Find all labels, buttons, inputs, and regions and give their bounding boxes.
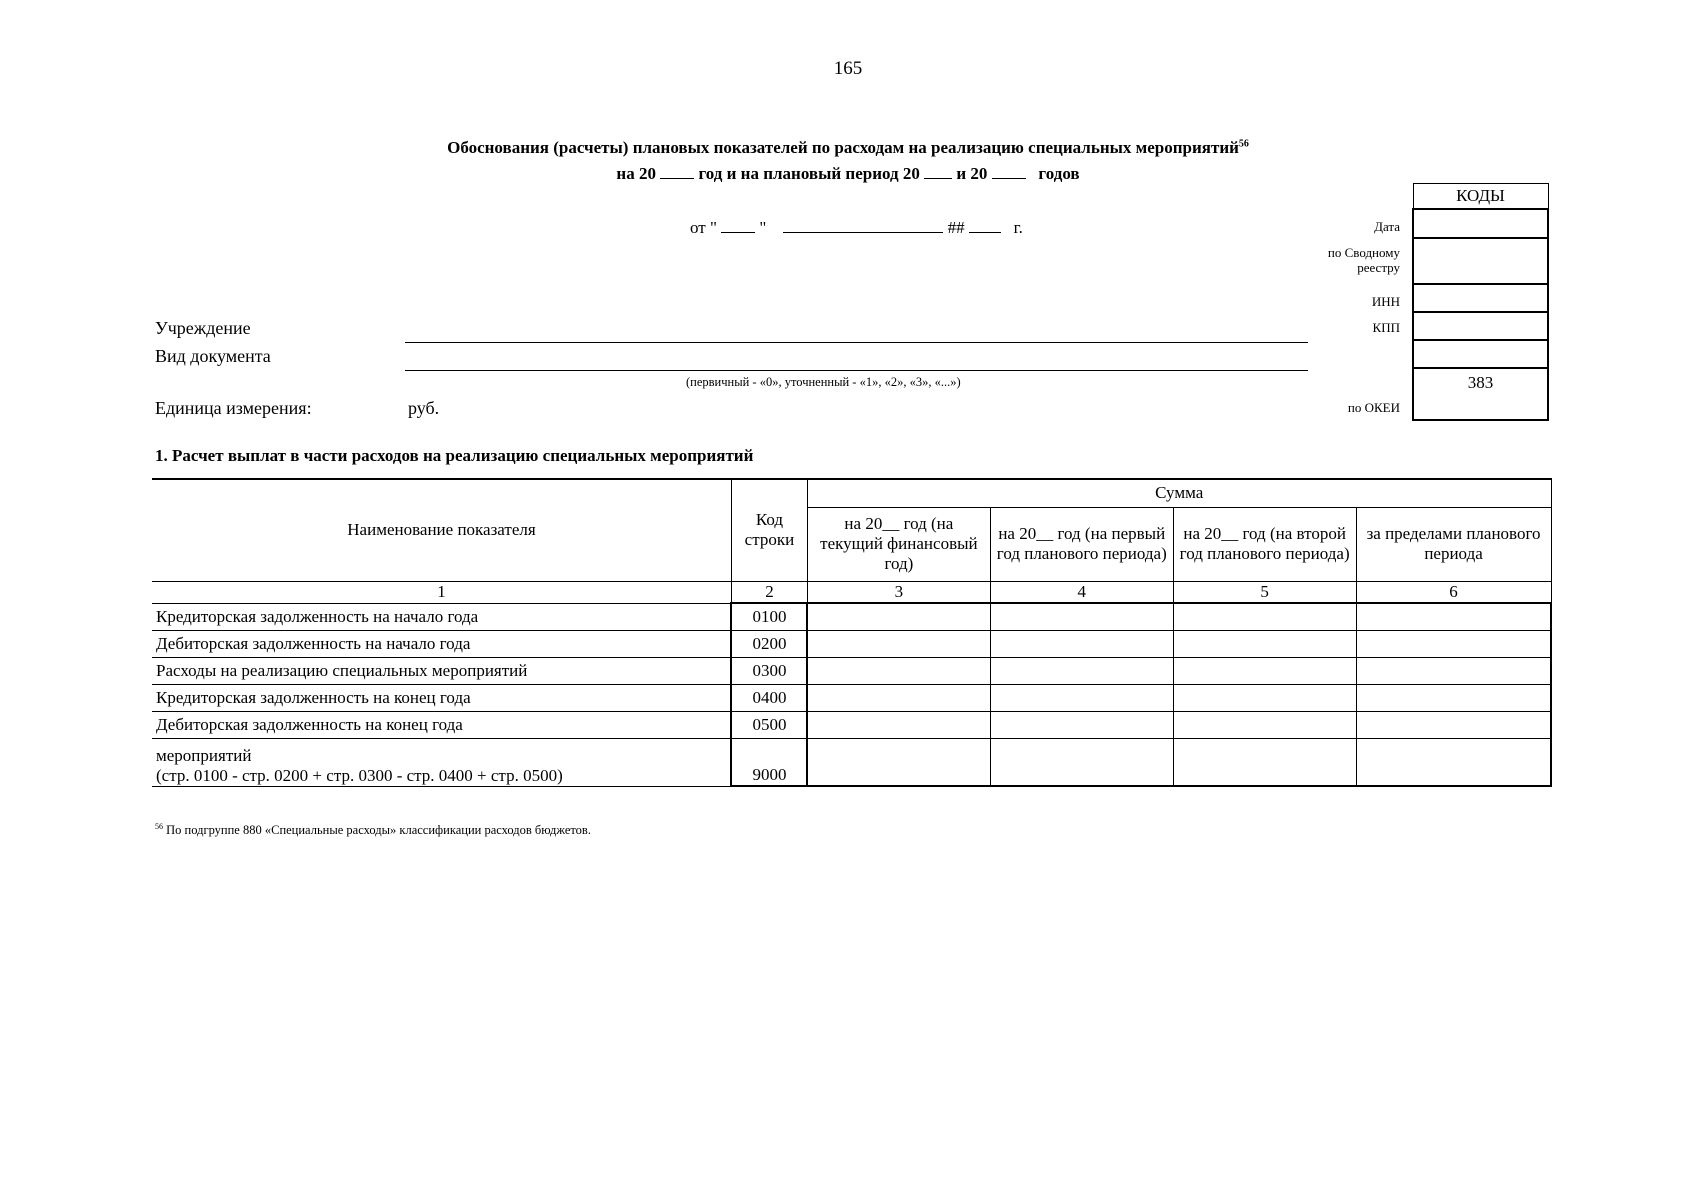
unit-label: Единица измерения: xyxy=(155,398,312,418)
column-number: 2 xyxy=(731,581,807,603)
header-current-year: на 20__ год (на текущий финансовый год) xyxy=(807,507,990,581)
plan-year2-blank[interactable] xyxy=(992,162,1026,179)
footnote-text: По подгруппе 880 «Специальные расходы» классификации расходов бюджетов. xyxy=(166,823,591,838)
footnote-reference: 56 xyxy=(1238,138,1249,150)
unit-value: руб. xyxy=(408,398,440,418)
row-name: Дебиторская задолженность на конец года xyxy=(152,711,731,738)
amount-cell[interactable] xyxy=(1356,630,1551,657)
code-date-cell[interactable] xyxy=(1413,209,1548,238)
codes-header: КОДЫ xyxy=(1413,184,1548,210)
amount-cell[interactable] xyxy=(990,630,1173,657)
doc-type-field[interactable] xyxy=(405,370,1308,371)
period-prefix: на 20 xyxy=(616,164,656,183)
payments-table xyxy=(152,478,1552,787)
amount-cell[interactable] xyxy=(1356,684,1551,711)
period-middle: год и на плановый период 20 xyxy=(698,164,920,183)
date-day-blank[interactable] xyxy=(721,216,755,233)
period-suffix: годов xyxy=(1038,164,1080,183)
date-suffix: г. xyxy=(1013,218,1023,237)
section-title: 1. Расчет выплат в части расходов на реализацию специальных мероприятий xyxy=(155,446,754,465)
doc-type-label: Вид документа xyxy=(155,346,271,366)
amount-cell[interactable] xyxy=(807,630,990,657)
amount-cell[interactable] xyxy=(1173,684,1356,711)
codes-label-kpp: КПП xyxy=(1372,320,1400,335)
row-code: 0200 xyxy=(731,630,807,657)
institution-field[interactable] xyxy=(405,342,1308,343)
date-prefix: от " xyxy=(690,218,717,237)
amount-cell[interactable] xyxy=(990,657,1173,684)
header-plan-year1: на 20__ год (на первый год планового периода) xyxy=(990,507,1173,581)
column-number: 4 xyxy=(990,581,1173,603)
amount-cell[interactable] xyxy=(1173,711,1356,738)
document-date-line xyxy=(690,216,1023,238)
code-okei-cell: 383 xyxy=(1413,368,1548,420)
column-number: 5 xyxy=(1173,581,1356,603)
plan-year1-blank[interactable] xyxy=(924,162,952,179)
table-row xyxy=(152,711,1551,738)
code-inn-cell[interactable] xyxy=(1413,284,1548,312)
amount-cell[interactable] xyxy=(990,603,1173,630)
table-row xyxy=(152,657,1551,684)
date-quote-close: " xyxy=(759,218,767,237)
doc-type-hint: (первичный - «0», уточненный - «1», «2», «3», «...») xyxy=(686,375,961,389)
table-row xyxy=(152,684,1551,711)
date-month-blank[interactable] xyxy=(783,216,943,233)
total-name-line2: (стр. 0100 - стр. 0200 + стр. 0300 - стр. 0400 + стр. 0500) xyxy=(156,765,563,785)
column-number: 6 xyxy=(1356,581,1551,603)
amount-cell[interactable] xyxy=(807,711,990,738)
amount-cell[interactable] xyxy=(1173,738,1356,786)
current-year-blank[interactable] xyxy=(660,162,694,179)
row-name: Кредиторская задолженность на начало года xyxy=(152,603,731,630)
header-plan-year2: на 20__ год (на второй год планового периода) xyxy=(1173,507,1356,581)
code-registry-cell[interactable] xyxy=(1413,238,1548,284)
date-hash: ## xyxy=(947,218,965,237)
codes-label-registry: по Сводному реестру xyxy=(1327,245,1400,275)
amount-cell[interactable] xyxy=(807,738,990,786)
date-year-blank[interactable] xyxy=(969,216,1001,233)
codes-label-inn: ИНН xyxy=(1371,294,1400,309)
page-number: 165 xyxy=(833,58,863,79)
code-doc-type-cell[interactable] xyxy=(1413,340,1548,368)
amount-cell[interactable] xyxy=(1173,603,1356,630)
table-row xyxy=(152,603,1551,630)
total-row-code: 9000 xyxy=(731,738,807,786)
amount-cell[interactable] xyxy=(1356,603,1551,630)
footnote xyxy=(155,822,591,838)
row-name: Кредиторская задолженность на конец года xyxy=(152,684,731,711)
column-number: 3 xyxy=(807,581,990,603)
column-number: 1 xyxy=(152,581,731,603)
period-and: и 20 xyxy=(956,164,988,183)
form-period-line xyxy=(0,162,1696,184)
amount-cell[interactable] xyxy=(1173,657,1356,684)
amount-cell[interactable] xyxy=(990,684,1173,711)
total-row xyxy=(152,738,1551,786)
form-title-text: Обоснования (расчеты) плановых показателей по расходам на реализацию специальных мероприятий xyxy=(447,138,1239,157)
amount-cell[interactable] xyxy=(1356,657,1551,684)
header-indicator-name: Наименование показателя xyxy=(152,479,731,581)
row-name: Дебиторская задолженность на начало года xyxy=(152,630,731,657)
row-code: 0300 xyxy=(731,657,807,684)
amount-cell[interactable] xyxy=(990,711,1173,738)
row-name: Расходы на реализацию специальных мероприятий xyxy=(152,657,731,684)
amount-cell[interactable] xyxy=(807,603,990,630)
codes-box xyxy=(1412,183,1549,421)
header-row-code: Код строки xyxy=(731,479,807,581)
total-row-name xyxy=(152,738,731,786)
codes-label-okei: по ОКЕИ xyxy=(1347,400,1400,415)
header-sum: Сумма xyxy=(807,479,1551,507)
amount-cell[interactable] xyxy=(807,684,990,711)
amount-cell[interactable] xyxy=(1356,738,1551,786)
institution-label: Учреждение xyxy=(155,318,251,338)
footnote-mark: 56 xyxy=(155,822,163,831)
code-kpp-cell[interactable] xyxy=(1413,312,1548,340)
form-title xyxy=(0,138,1696,158)
amount-cell[interactable] xyxy=(1173,630,1356,657)
amount-cell[interactable] xyxy=(1356,711,1551,738)
table-row xyxy=(152,630,1551,657)
total-name-line1: мероприятий xyxy=(156,745,252,765)
amount-cell[interactable] xyxy=(990,738,1173,786)
row-code: 0100 xyxy=(731,603,807,630)
row-code: 0500 xyxy=(731,711,807,738)
row-code: 0400 xyxy=(731,684,807,711)
codes-label-date: Дата xyxy=(1374,219,1400,234)
header-beyond-plan: за пределами планового периода xyxy=(1356,507,1551,581)
amount-cell[interactable] xyxy=(807,657,990,684)
